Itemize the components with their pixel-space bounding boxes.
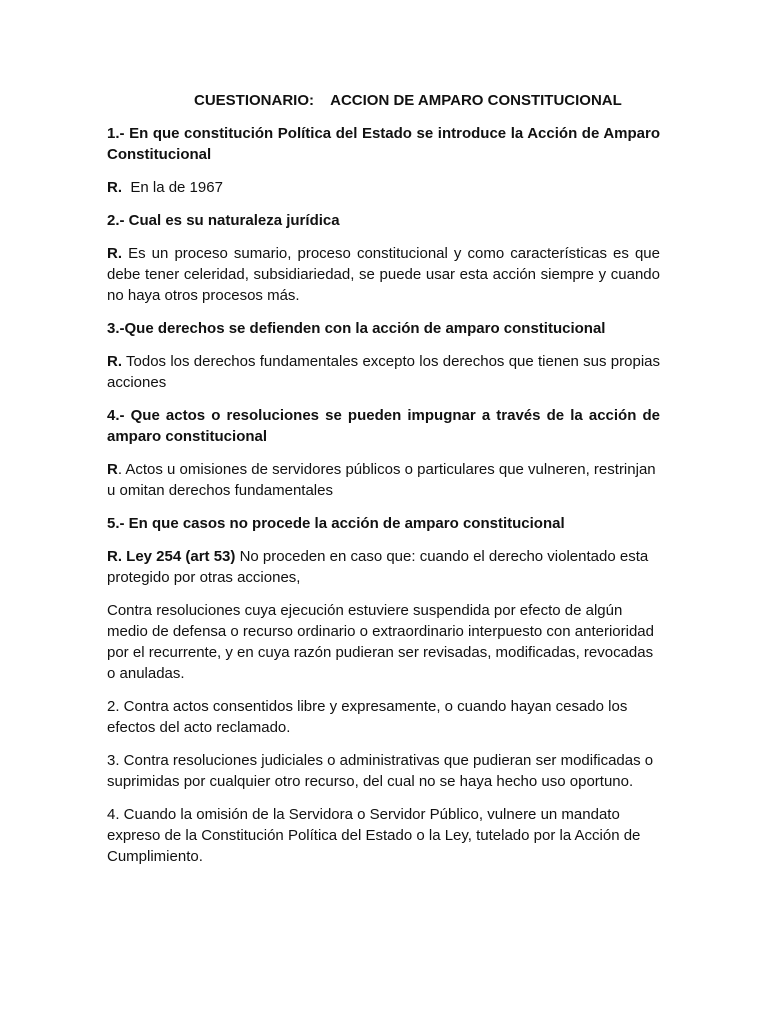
answer-5-item-4: 4. Cuando la omisión de la Servidora o Servidor Público, vulnere un mandato expreso de la Constitución Política del Estado o la Ley, tutelado por la Acción de Cumplimiento. xyxy=(107,806,641,865)
answer-5-item-2: 2. Contra actos consentidos libre y expresamente, o cuando hayan cesado los efectos del acto reclamado. xyxy=(107,698,628,736)
answer-4-label: R xyxy=(107,461,118,478)
answer-4 xyxy=(107,459,660,501)
document-title: CUESTIONARIO: ACCION DE AMPARO CONSTITUCIONAL xyxy=(194,92,622,109)
answer-5-item-1: Contra resoluciones cuya ejecución estuviere suspendida por efecto de algún medio de defensa o recurso ordinario o extraordinario interpuesto con anterioridad por el recurrente, y en cuya razón pudieran ser revisadas, modificadas, revocadas o anuladas. xyxy=(107,602,654,682)
answer-5-text: No proceden en caso que: cuando el derecho violentado esta protegido por otras acciones, xyxy=(107,548,649,586)
question-1: 1.- En que constitución Política del Estado se introduce la Acción de Amparo Constitucional xyxy=(107,125,660,163)
answer-3-label: R. xyxy=(107,353,122,370)
question-5: 5.- En que casos no procede la acción de amparo constitucional xyxy=(107,515,565,532)
answer-2-label: R. xyxy=(107,245,122,262)
question-2: 2.- Cual es su naturaleza jurídica xyxy=(107,212,340,229)
answer-1-label: R. xyxy=(107,179,122,196)
answer-3-text: Todos los derechos fundamentales excepto los derechos que tienen sus propias acciones xyxy=(107,353,660,391)
answer-2 xyxy=(107,243,660,306)
answer-2-text: Es un proceso sumario, proceso constitucional y como características es que debe tener celeridad, subsidiariedad, se puede usar esta acción siempre y cuando no haya otros procesos más. xyxy=(107,245,660,304)
answer-1-text: En la de 1967 xyxy=(130,179,223,196)
question-3: 3.-Que derechos se defienden con la acción de amparo constitucional xyxy=(107,320,606,337)
answer-5-item-3: 3. Contra resoluciones judiciales o administrativas que pudieran ser modificadas o suprimidas por cualquier otro recurso, del cual no se haya hecho uso oportuno. xyxy=(107,752,654,790)
document-page xyxy=(107,90,660,879)
question-4: 4.- Que actos o resoluciones se pueden impugnar a través de la acción de amparo constitucional xyxy=(107,407,660,445)
answer-4-text: . Actos u omisiones de servidores públicos o particulares que vulneren, restrinjan u omitan derechos fundamentales xyxy=(107,461,656,499)
answer-3 xyxy=(107,351,660,393)
answer-5 xyxy=(107,546,660,588)
answer-5-label: R. Ley 254 (art 53) xyxy=(107,548,236,565)
answer-1 xyxy=(107,177,660,198)
